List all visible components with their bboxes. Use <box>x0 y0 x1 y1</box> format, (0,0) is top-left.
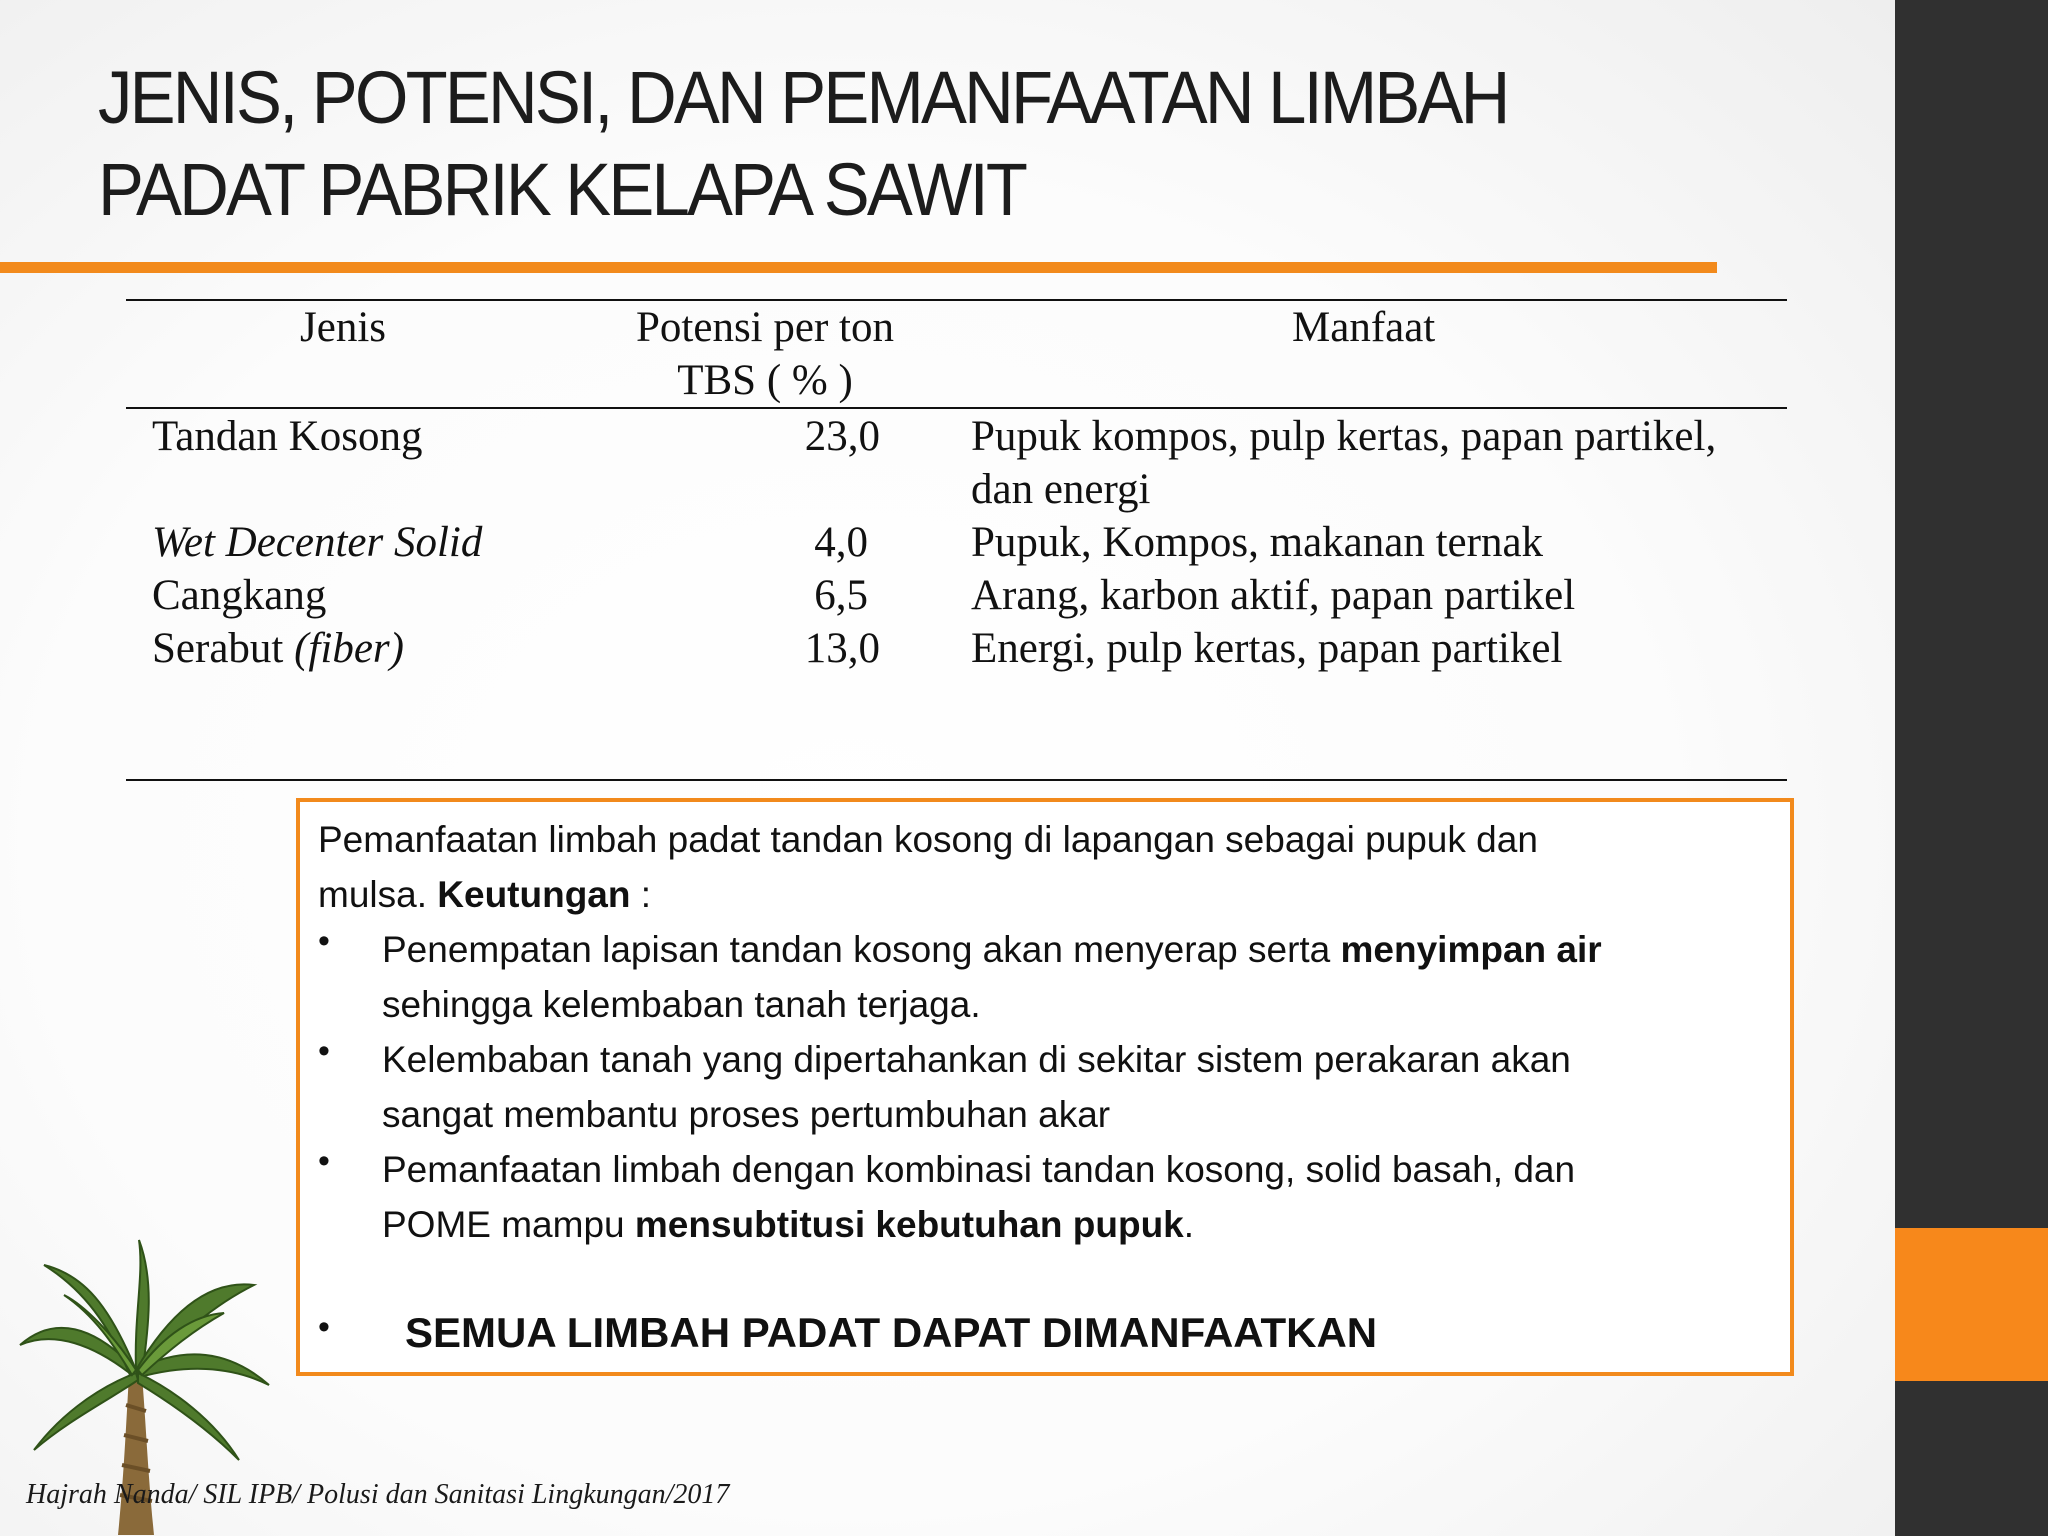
header-potensi <box>625 301 905 407</box>
conclusion-text: SEMUA LIMBAH PADAT DAPAT DIMANFAATKAN <box>405 1309 1378 1356</box>
header-jenis: Jenis <box>300 304 386 351</box>
conclusion-marker: • <box>318 1308 330 1346</box>
row-3-manfaat: Arang, karbon aktif, papan partikel <box>971 572 1576 619</box>
row-3-jenis: Cangkang <box>152 572 327 619</box>
title-line-1: JENIS, POTENSI, DAN PEMANFAATAN LIMBAH <box>98 56 1508 139</box>
row-4-potensi: 13,0 <box>804 625 880 672</box>
bullet-1-line2: sehingga kelembaban tanah terjaga. <box>382 984 981 1025</box>
row-1-manfaat-line2: dan energi <box>971 466 1151 513</box>
row-2-jenis: Wet Decenter Solid <box>152 519 483 566</box>
row-1-manfaat <box>971 410 1716 516</box>
footer-credit: Hajrah Nanda/ SIL IPB/ Polusi dan Sanitasi Lingkungan/2017 <box>26 1479 730 1510</box>
slide-title <box>98 52 1586 236</box>
row-4-jenis-plain: Serabut <box>152 625 295 672</box>
note-keuntungan-label: Keutungan <box>437 874 631 915</box>
bullet-3-marker: • <box>318 1142 330 1180</box>
table-bottom-rule <box>126 779 1787 781</box>
bullet-3-bold: mensubtitusi kebutuhan pupuk <box>634 1204 1184 1245</box>
bullet-3-line2 <box>382 1197 1194 1252</box>
title-line-2: PADAT PABRIK KELAPA SAWIT <box>98 148 1026 231</box>
table-header-rule <box>126 407 1787 409</box>
row-1-manfaat-line1: Pupuk kompos, pulp kertas, papan partikel, <box>971 413 1717 460</box>
header-potensi-line1: Potensi per ton <box>636 304 894 351</box>
row-1-jenis: Tandan Kosong <box>152 413 423 460</box>
header-potensi-line2: TBS ( % ) <box>677 357 853 404</box>
row-4-jenis-italic: (fiber) <box>294 625 404 672</box>
note-intro-plain: mulsa. <box>318 874 438 915</box>
note-intro-line1: Pemanfaatan limbah padat tandan kosong di lapangan sebagai pupuk dan <box>318 819 1538 860</box>
row-1-potensi: 23,0 <box>804 413 880 460</box>
bullet-1-bold: menyimpan air <box>1340 929 1602 970</box>
bullet-1-line1 <box>382 922 1602 977</box>
row-2-potensi: 4,0 <box>814 519 868 566</box>
row-3-potensi: 6,5 <box>814 572 868 619</box>
bullet-2-line2: sangat membantu proses pertumbuhan akar <box>382 1094 1111 1135</box>
bullet-3-tail: . <box>1183 1204 1195 1245</box>
note-intro-line2 <box>318 867 651 922</box>
bullet-1-marker: • <box>318 922 330 960</box>
row-4-jenis <box>152 622 404 675</box>
note-intro-colon: : <box>630 874 652 915</box>
bullet-3-plain: POME mampu <box>382 1204 635 1245</box>
header-manfaat: Manfaat <box>1292 304 1436 351</box>
bullet-2-line1: Kelembaban tanah yang dipertahankan di sekitar sistem perakaran akan <box>382 1039 1571 1080</box>
bullet-1-plain: Penempatan lapisan tandan kosong akan menyerap serta <box>382 929 1341 970</box>
sidebar-accent-block <box>1895 1228 2048 1381</box>
bullet-2-marker: • <box>318 1032 330 1070</box>
row-4-manfaat: Energi, pulp kertas, papan partikel <box>971 625 1563 672</box>
title-underline <box>0 262 1717 273</box>
row-2-manfaat: Pupuk, Kompos, makanan ternak <box>971 519 1544 566</box>
bullet-3-line1: Pemanfaatan limbah dengan kombinasi tandan kosong, solid basah, dan <box>382 1149 1576 1190</box>
